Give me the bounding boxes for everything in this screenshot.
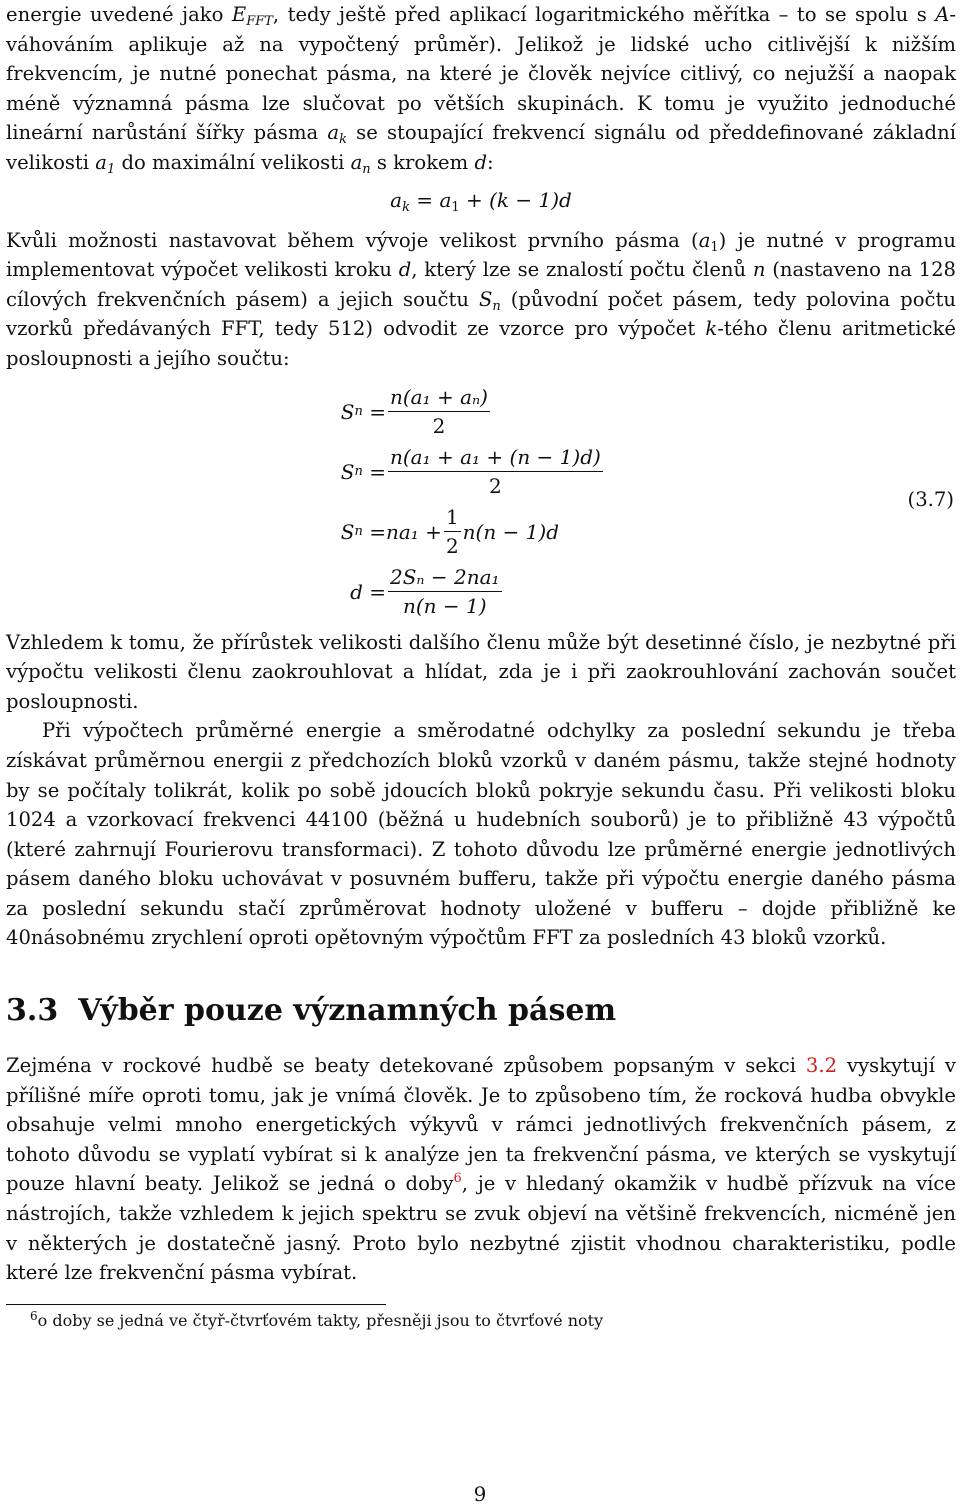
text: :: [487, 150, 494, 174]
paragraph-step-computation: Kvůli možnosti nastavovat během vývoje velikost prvního pásma $(a_1)$ je nutné v programu implementovat výpočet velikosti kroku d, který lze se znalostí počtu členů n (nastaveno na 128 cílových frekvenčních pásem) a jejich součtu $S_n$ (původní počet pásem, tedy polovina počtu vzorků předávaných FFT, tedy 512) odvodit ze vzorce pro výpočet k-tého členu aritmetické posloupnosti a jejího součtu:: [6, 228, 956, 370]
equation-row-1: S n = $\frac{\text{n(a₁ + aₙ)}}{2}$: [340, 385, 488, 439]
math-a1: $a_1$: [95, 150, 116, 177]
paragraph-rounding: Vzhledem k tomu, že přírůstek velikosti dalšího členu může být desetinné číslo, je nezbytné při výpočtu velikosti členu zaokrouhlovat a hlídat, zda je i při zaokrouhlování zachován součet posloupnosti.: [6, 630, 956, 713]
math-a-weight: A: [935, 3, 950, 26]
math-d: d: [474, 150, 488, 174]
equation-ak: $a_k = a_1 + (k - 1)d$: [390, 187, 572, 215]
section-heading: 3.3 Výběr pouze významných pásem: [6, 993, 617, 1029]
paragraph-band-widths: [6, 0, 956, 178]
math-an: $a_n$: [350, 150, 371, 177]
paragraph-band-selection: Zejména v rockové hudbě se beaty detekované způsobem popsaným v sekci 3.2 vyskytují v přílišné míře oproti tomu, jak je vnímá člověk. Je to způsobeno tím, že rocková hudba obvykle obsahuje velmi mnoho energetických výkyvů v rámci jednotlivých frekvenčních pásem, z tohoto důvodu se vyplatí vybírat si k analýze jen ta frekvenční pásma, ve kterých se vyskytují pouze hlavní beaty. Jelikož se jedná o doby$^6$, je v hledaný okamžik v hudbě přízvuk na více nástrojích, takže vzhledem k jejich spektru se zvuk objeví na většině frekvencích, nicméně jen v některých je dostatečně jasný. Proto bylo nezbytné zjistit vhodnou charakteristiku, podle které lze frekvenční pásma vybírat.: [6, 1054, 956, 1285]
paragraph-buffer: Při výpočtech průměrné energie a směrodatné odchylky za poslední sekundu je třeba získávat průměrnou energii z předchozích bloků vzorků v daném pásmu, takže stejné hodnoty by se počítaly tolikrát, kolik po sobě jdoucích bloků pokryje sekundu času. Při velikosti bloku 1024 a vzorkovací frekvenci 44100 (běžná u hudebních souborů) je to přibližně 43 výpočtů (které zahrnují Fourierovu transformaci). Z tohoto důvodu lze průměrné energie jednotlivých pásem daného bloku uchovávat v posuvném bufferu, takže při výpočtu energie daného pásma za poslední sekundu stačí zprůměrovat hodnoty uložené v bufferu – dojde přibližně ke 40násobnému zrychlení oproti opětovným výpočtům FFT za posledních 43 bloků vzorků.: [6, 719, 956, 950]
equation-row-4: d = $\frac{\text{2Sₙ − 2na₁}}{n(n - 1)}$: [350, 565, 500, 619]
text: -váhováním aplikuje až na vypočtený průměr). Jelikož je lidské ucho citlivější k nižším frekvencím, je nutné ponechat pásma, na které je člověk nejvíce citlivý, co nejužší a naopak méně významná pásma lze slučovat po větších skupinách. K tomu je využito jednoduché lineární narůstání šířky pásma: [6, 3, 956, 145]
text: s krokem: [370, 150, 475, 174]
text: do maximální velikosti: [115, 150, 351, 174]
section-reference-link[interactable]: 3.2: [805, 1054, 838, 1078]
page-content: [6, 0, 956, 1333]
text: , tedy ještě před aplikací logaritmického měřítka – to se spolu s: [272, 3, 936, 26]
footnote-marker-link[interactable]: 6: [453, 1171, 462, 1187]
math-e: $E_{FFT}$: [231, 3, 273, 29]
text: energie uvedené jako: [6, 3, 232, 26]
equation-number: (3.7): [907, 487, 954, 511]
footnote: $^6$o doby se jedná ve čtyř-čtvrťovém takty, přesněji jsou to čtvrťové noty: [30, 1308, 604, 1330]
page-number: 9: [473, 1482, 487, 1506]
equation-array-3-7: [6, 384, 956, 622]
footnote-divider: [6, 1304, 386, 1305]
math-ak: $a_k$: [327, 121, 347, 148]
text: se stoupající frekvencí signálu od předdefinované základní velikosti: [6, 121, 956, 174]
equation-row-3: S n = na₁ + $\frac{1}{2}$ n(n − 1)d: [340, 505, 560, 559]
equation-row-2: S n = $\frac{\text{n(a₁ + a₁ + (n − 1)d)}}{2}$: [340, 445, 601, 499]
